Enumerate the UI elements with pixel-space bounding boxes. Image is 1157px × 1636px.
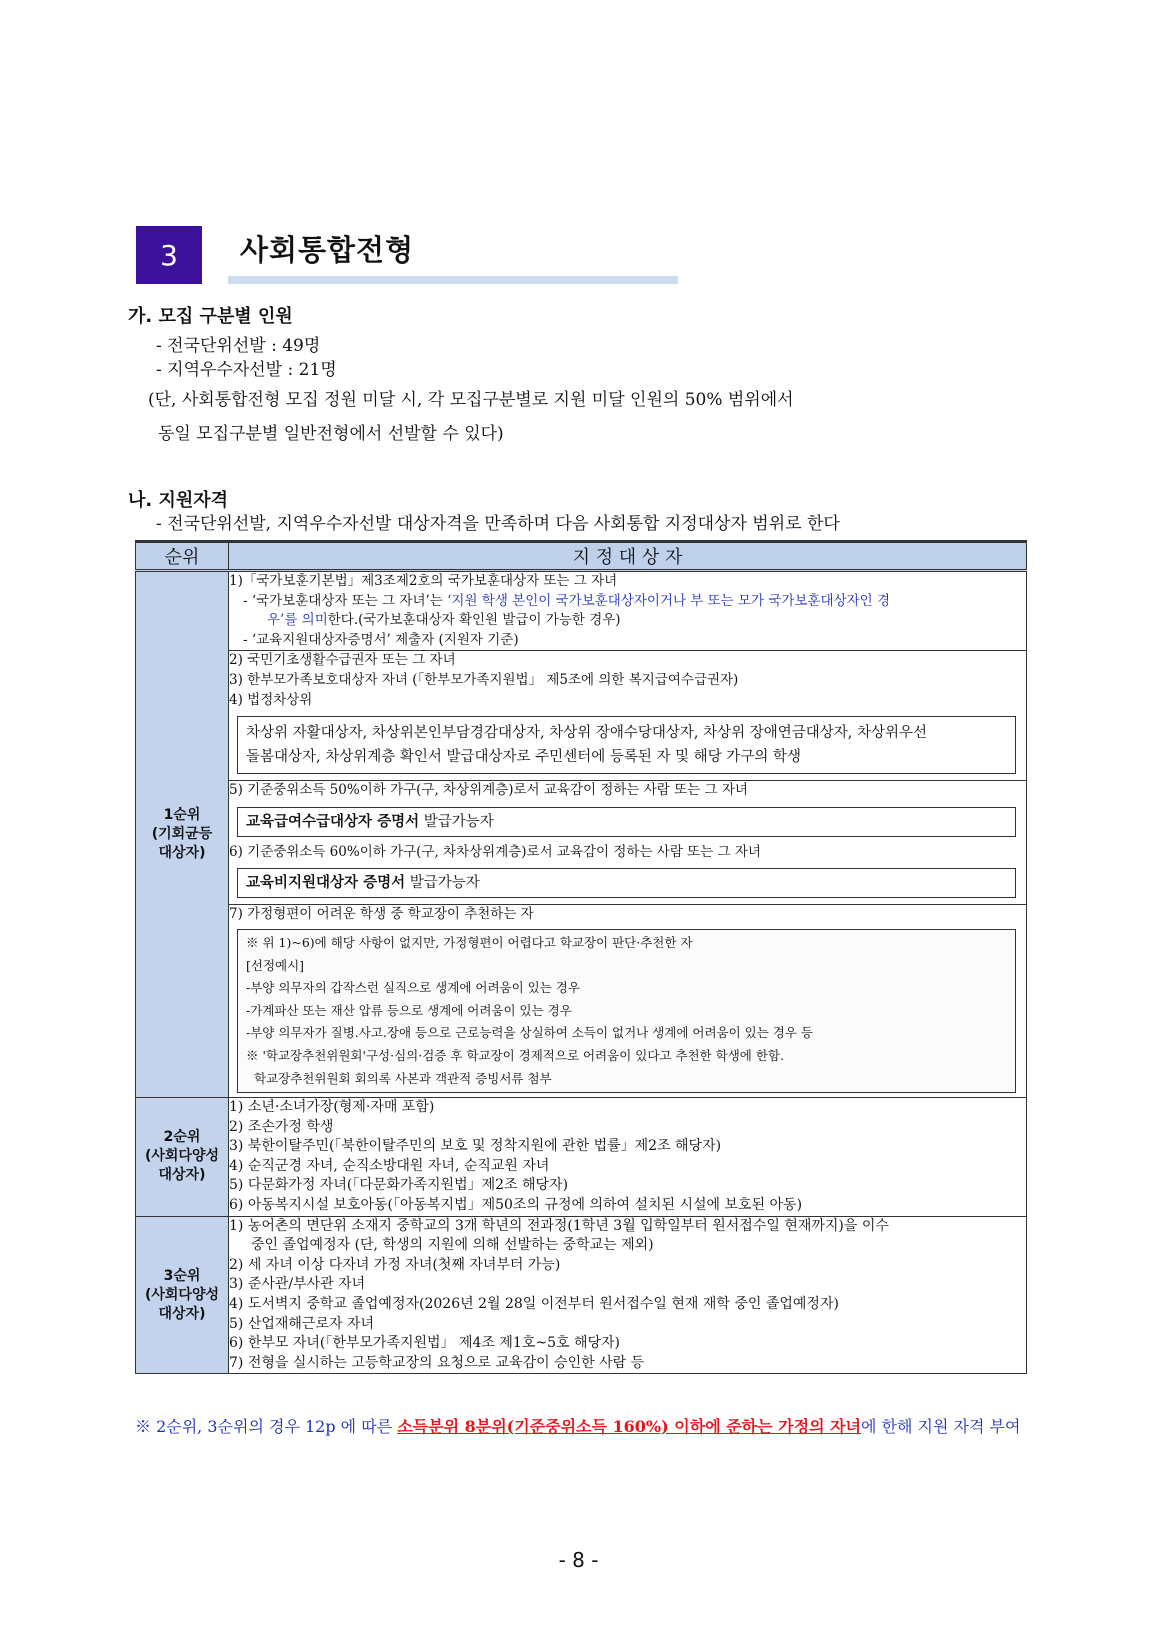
eligibility-table xyxy=(135,540,1027,1374)
section-underline xyxy=(228,276,678,284)
page-number: - 8 - xyxy=(558,1548,599,1572)
education-benefit-box: 교육급여수급대상자 증명서 발급가능자 xyxy=(237,807,1016,837)
near-poverty-box: 차상위 자활대상자, 차상위본인부담경감대상자, 차상위 장애수당대상자, 차상위 장애연금대상자, 차상위우선 돌봄대상자, 차상위계층 확인서 발급대상자로 주민센터에 등록된 자 및 해당 가구의 학생 xyxy=(237,716,1016,774)
section-number: 3 xyxy=(136,226,202,284)
rank-2: 2순위 (사회다양성 대상자) xyxy=(136,1098,229,1217)
recruit-note-1: (단, 사회통합전형 모집 정원 미달 시, 각 모집구분별로 지원 미달 인원의 50% 범위에서 xyxy=(148,390,794,410)
rank2-list: 1) 소년·소녀가장(형제·자매 포함) 2) 조손가정 학생 3) 북한이탈주민(「북한이탈주민의 보호 및 정착지원에 관한 법률」제2조 해당자) 4) 순직군경 자녀, 순직소방대원 자녀, 순직교원 자녀 5) 다문화가정 자녀(「다문화가족지원법」제2조 해당자) 6) 아동복지시설 보호아동(「아동복지법」제50조의 규정에 의하여 설치된 시설에 보호된 아동) xyxy=(229,1098,1027,1217)
heading-eligibility: 나. 지원자격 xyxy=(128,490,229,511)
footnote: ※ 2순위, 3순위의 경우 12p 에 따른 소득분위 8분위(기준중위소득 160%) 이하에 준하는 가정의 자녀에 한해 지원 자격 부여 xyxy=(135,1417,1021,1436)
header-target: 지 정 대 상 자 xyxy=(229,542,1027,571)
rank3-list: 1) 농어촌의 면단위 소재지 중학교의 3개 학년의 전과정(1학년 3월 입학일부터 원서접수일 현재까지)을 이수 중인 졸업예정자 (단, 학생의 지원에 의해 선발하는 중학교는 제외) 2) 세 자녀 이상 다자녀 가정 자녀(첫째 자녀부터 가능) 3) 준사관/부사관 자녀 4) 도서벽지 중학교 졸업예정자(2026년 2월 28일 이전부터 원서접수일 현재 재학 중인 졸업예정자) 5) 산업재해근로자 자녀 6) 한부모 자녀(「한부모가족지원법」 제4조 제1호~5호 해당자) 7) 전형을 실시하는 고등학교장의 요청으로 교육감이 승인한 사람 등 xyxy=(229,1216,1027,1374)
recruit-line-national: - 전국단위선발 : 49명 xyxy=(156,336,321,356)
rank-3: 3순위 (사회다양성 대상자) xyxy=(136,1216,229,1374)
education-expense-box: 교육비지원대상자 증명서 발급가능자 xyxy=(237,868,1016,898)
section-title: 사회통합전형 xyxy=(240,233,415,267)
recruit-note-2: 동일 모집구분별 일반전형에서 선발할 수 있다) xyxy=(158,424,504,444)
rank-1: 1순위 (기회균등 대상자) xyxy=(136,571,229,1098)
recruit-line-regional: - 지역우수자선발 : 21명 xyxy=(156,360,337,380)
rank1-group-median-income: 5) 기준중위소득 50%이하 가구(구, 차상위계층)로서 교육감이 정하는 사람 또는 그 자녀 교육급여수급대상자 증명서 발급가능자 6) 기준중위소득 60%이하 가구(구, 차차상위계층)로서 교육감이 정하는 사람 또는 그 자녀 교육비지원대상자 증명서 발급가능자 xyxy=(229,781,1027,905)
rank1-group-veterans: 1)「국가보훈기본법」제3조제2호의 국가보훈대상자 또는 그 자녀 - ‘국가보훈대상자 또는 그 자녀’는 ‘지원 학생 본인이 국가보훈대상자이거나 부 또는 모가 국가보훈대상자인 경 우’를 의미한다.(국가보훈대상자 확인원 발급이 가능한 경우) - ‘교육지원대상자증명서’ 제출자 (지원자 기준) xyxy=(229,571,1027,651)
heading-recruitment: 가. 모집 구분별 인원 xyxy=(128,306,293,327)
principal-recommend-box: ※ 위 1)~6)에 해당 사항이 없지만, 가정형편이 어렵다고 학교장이 판단·추천한 자 [선정예시] -부양 의무자의 갑작스런 실직으로 생계에 어려움이 있는 경우 -가계파산 또는 재산 압류 등으로 생계에 어려움이 있는 경우 -부양 의무자가 질병.사고.장애 등으로 근로능력을 상실하여 소득이 없거나 생계에 어려움이 있는 경우 등 ※ '학교장추천위원회'구성·심의·검증 후 학교장이 경제적으로 어려움이 있다고 추천한 학생에 한함. 학교장추천위원회 회의록 사본과 객관적 증빙서류 첨부 xyxy=(237,929,1016,1093)
eligibility-intro: - 전국단위선발, 지역우수자선발 대상자격을 만족하며 다음 사회통합 지정대상자 범위로 한다 xyxy=(156,514,840,534)
rank1-group-basic-livelihood: 2) 국민기초생활수급권자 또는 그 자녀 3) 한부모가족보호대상자 자녀 (「한부모가족지원법」 제5조에 의한 복지급여수급권자) 4) 법정차상위 차상위 자활대상자, 차상위본인부담경감대상자, 차상위 장애수당대상자, 차상위 장애연금대상자, 차상위우선 돌봄대상자, 차상위계층 확인서 발급대상자로 주민센터에 등록된 자 및 해당 가구의 학생 xyxy=(229,651,1027,781)
rank1-group-principal-recommend: 7) 가정형편이 어려운 학생 중 학교장이 추천하는 자 ※ 위 1)~6)에 해당 사항이 없지만, 가정형편이 어렵다고 학교장이 판단·추천한 자 [선정예시] -부양 의무자의 갑작스런 실직으로 생계에 어려움이 있는 경우 -가계파산 또는 재산 압류 등으로 생계에 어려움이 있는 경우 -부양 의무자가 질병.사고.장애 등으로 근로능력을 상실하여 소득이 없거나 생계에 어려움이 있는 경우 등 ※ '학교장추천위원회'구성·심의·검증 후 학교장이 경제적으로 어려움이 있다고 추천한 학생에 한함. 학교장추천위원회 회의록 사본과 객관적 증빙서류 첨부 xyxy=(229,905,1027,1098)
header-rank: 순위 xyxy=(136,542,229,571)
